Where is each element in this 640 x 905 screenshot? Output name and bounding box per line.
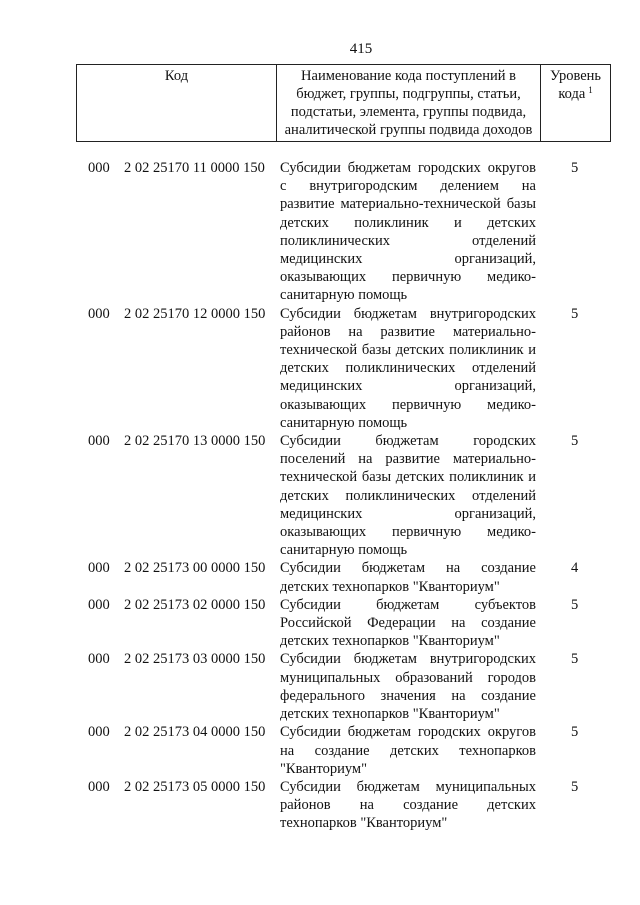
row-prefix: 000: [88, 160, 110, 176]
table-row: [0, 723, 640, 778]
row-level: 5: [571, 305, 579, 322]
page-number: 415: [349, 41, 373, 57]
row-level: 5: [571, 596, 579, 613]
row-code: 2 02 25173 04 0000 150: [124, 724, 266, 741]
table-row: [0, 778, 640, 833]
row-code: 2 02 25170 11 0000 150: [124, 160, 265, 176]
header-name: Наименование кода поступлений в бюджет, группы, подгруппы, статьи, подстатьи, элемента, группы подвида, аналитической группы подвида доходов: [277, 65, 541, 142]
row-name: Субсидии бюджетам городских округов с внутригородским делением на развитие материально-технической базы детских поликлиник и детских поликлинических отделений медицинских организаций, оказывающих первичную медико-санитарную помощь: [280, 160, 536, 304]
row-name: Субсидии бюджетам субъектов Российской Федерации на создание детских технопарков "Кванториум": [280, 596, 536, 650]
header-code: Код: [77, 65, 277, 142]
row-level: 5: [571, 651, 579, 668]
table-row: [0, 650, 640, 723]
row-name: Субсидии бюджетам внутригородских муниципальных образований городов федерального значения на создание детских технопарков "Кванториум": [280, 651, 536, 723]
row-prefix: 000: [88, 433, 110, 450]
row-name: Субсидии бюджетам городских округов на создание детских технопарков "Кванториум": [280, 724, 536, 777]
row-name: Субсидии бюджетам на создание детских технопарков "Кванториум": [280, 560, 536, 595]
row-level: 5: [571, 724, 579, 741]
row-level: 5: [571, 160, 579, 176]
header-level-footnote: 1: [588, 85, 593, 95]
row-prefix: 000: [88, 724, 110, 741]
table-row: [0, 305, 640, 432]
row-code: 2 02 25173 02 0000 150: [124, 596, 266, 613]
row-prefix: 000: [88, 596, 110, 613]
row-prefix: 000: [88, 778, 110, 795]
header-level: [541, 65, 611, 142]
row-code: 2 02 25173 05 0000 150: [124, 778, 266, 795]
header-level-text: Уровень кода: [549, 68, 602, 102]
row-code: 2 02 25173 03 0000 150: [124, 651, 266, 668]
row-level: 4: [571, 560, 579, 577]
row-name: Субсидии бюджетам муниципальных районов на создание детских технопарков "Кванториум": [280, 778, 536, 832]
table-body: [0, 159, 640, 833]
table-row: [0, 559, 640, 595]
table-header: [76, 64, 611, 142]
row-level: 5: [571, 433, 579, 450]
row-code: 2 02 25173 00 0000 150: [124, 560, 266, 577]
row-name: Субсидии бюджетам городских поселений на развитие материально-технической базы детских поликлиник и детских поликлинических отделений медицинских организаций, оказывающих первичную медико-санитарную помощь: [280, 433, 536, 559]
table-row: [0, 432, 640, 559]
row-prefix: 000: [88, 305, 110, 322]
row-code: 2 02 25170 12 0000 150: [124, 305, 266, 322]
table-row: [0, 596, 640, 651]
table-row: [0, 159, 640, 305]
row-level: 5: [571, 778, 579, 795]
row-prefix: 000: [88, 651, 110, 668]
row-prefix: 000: [88, 560, 110, 577]
row-name: Субсидии бюджетам внутригородских районов на развитие материально-технической базы детских поликлиник и детских поликлинических отделений медицинских организаций, оказывающих первичную медико-санитарную помощь: [280, 305, 536, 431]
row-code: 2 02 25170 13 0000 150: [124, 433, 266, 450]
